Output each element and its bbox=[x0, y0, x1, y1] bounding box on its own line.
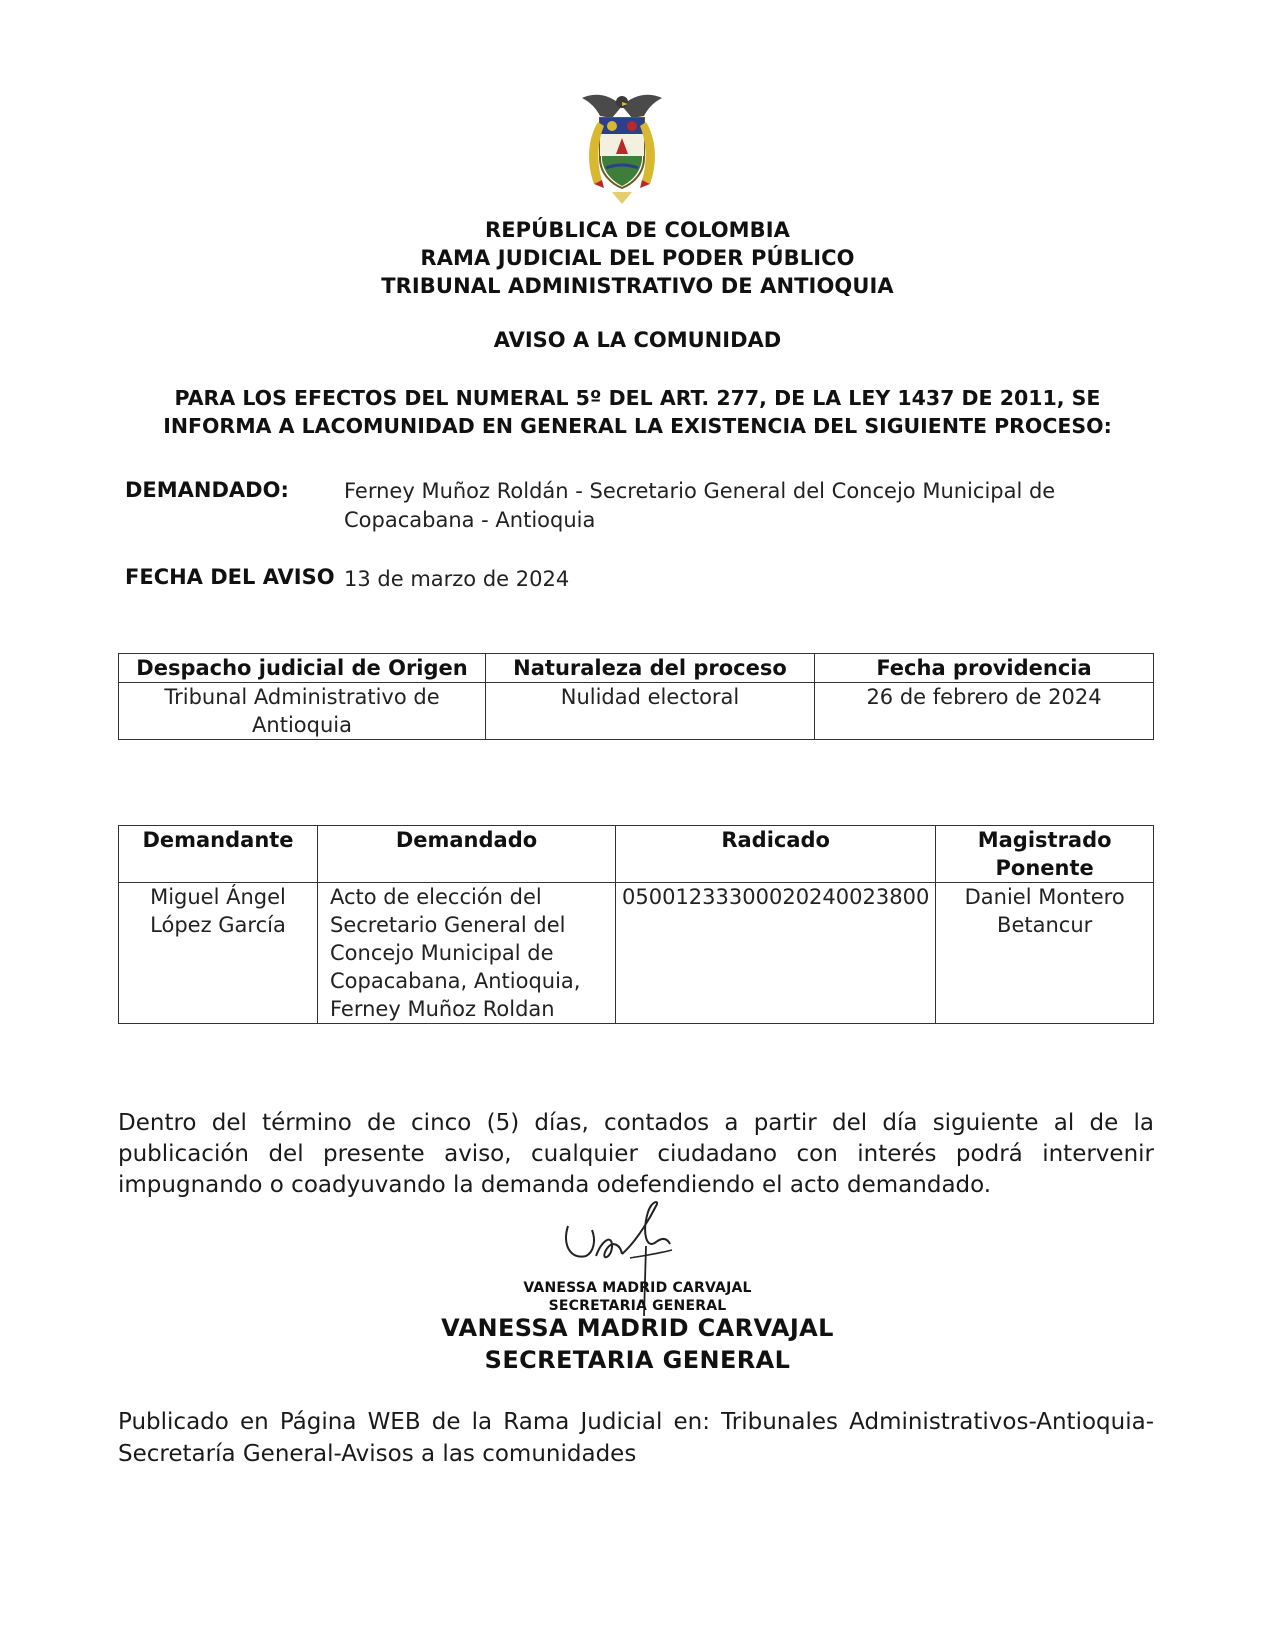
purpose-line-1: PARA LOS EFECTOS DEL NUMERAL 5º DEL ART. 277, DE LA LEY 1437 DE 2011, SE bbox=[174, 386, 1101, 410]
header-radicado: Radicado bbox=[616, 826, 936, 883]
document-header bbox=[0, 216, 1275, 300]
header-naturaleza: Naturaleza del proceso bbox=[486, 654, 815, 683]
publication-note: Publicado en Página WEB de la Rama Judicial en: Tribunales Administrativos-Antioquia-Secretaría General-Avisos a las comunidades bbox=[118, 1409, 1154, 1467]
cell-radicado: 05001233300020240023800 bbox=[616, 883, 936, 1024]
purpose-line-2: INFORMA A LACOMUNIDAD EN GENERAL LA EXISTENCIA DEL SIGUIENTE PROCESO: bbox=[163, 414, 1112, 438]
header-demandado: Demandado bbox=[318, 826, 616, 883]
process-parties-table bbox=[118, 825, 1154, 1024]
table-header-row bbox=[119, 826, 1154, 883]
demandado-label: DEMANDADO: bbox=[125, 478, 289, 502]
process-origin-table bbox=[118, 653, 1154, 740]
header-despacho: Despacho judicial de Origen bbox=[119, 654, 486, 683]
cell-magistrado: Daniel Montero Betancur bbox=[936, 883, 1154, 1024]
notice-title: AVISO A LA COMUNIDAD bbox=[493, 328, 782, 352]
cell-fecha-providencia: 26 de febrero de 2024 bbox=[815, 683, 1154, 740]
cell-naturaleza: Nulidad electoral bbox=[486, 683, 815, 740]
header-republic: REPÚBLICA DE COLOMBIA bbox=[484, 218, 791, 242]
header-magistrado: Magistrado Ponente bbox=[936, 826, 1154, 883]
cell-demandante: Miguel Ángel López García bbox=[119, 883, 318, 1024]
colombia-coat-of-arms-icon bbox=[572, 88, 672, 208]
fecha-aviso-label: FECHA DEL AVISO bbox=[125, 565, 335, 589]
signatory-name: VANESSA MADRID CARVAJAL bbox=[441, 1314, 834, 1342]
table-row bbox=[119, 883, 1154, 1024]
notice-paragraph: Dentro del término de cinco (5) días, contados a partir del día siguiente al de la publicación del presente aviso, cualquier ciudadano con interés podrá intervenir impugnando o coadyuvando la demanda odefendiendo el acto demandado. bbox=[118, 1110, 1154, 1198]
signatory-role: SECRETARIA GENERAL bbox=[484, 1346, 791, 1374]
header-branch: RAMA JUDICIAL DEL PODER PÚBLICO bbox=[420, 246, 855, 270]
demandado-value: Ferney Muñoz Roldán - Secretario General del Concejo Municipal de Copacabana - Antioquia bbox=[344, 479, 1056, 532]
purpose-statement bbox=[150, 384, 1125, 440]
cell-demandado: Acto de elección del Secretario General del Concejo Municipal de Copacabana, Antioquia, Ferney Muñoz Roldan bbox=[318, 883, 616, 1024]
cell-despacho: Tribunal Administrativo de Antioquia bbox=[119, 683, 486, 740]
signature-stamp-role: SECRETARIA GENERAL bbox=[548, 1298, 727, 1314]
table-row bbox=[119, 683, 1154, 740]
header-fecha-providencia: Fecha providencia bbox=[815, 654, 1154, 683]
header-demandante: Demandante bbox=[119, 826, 318, 883]
header-tribunal: TRIBUNAL ADMINISTRATIVO DE ANTIOQUIA bbox=[381, 274, 894, 298]
table-header-row bbox=[119, 654, 1154, 683]
fecha-aviso-value: 13 de marzo de 2024 bbox=[344, 567, 570, 591]
signature-stamp-name: VANESSA MADRID CARVAJAL bbox=[523, 1280, 752, 1296]
